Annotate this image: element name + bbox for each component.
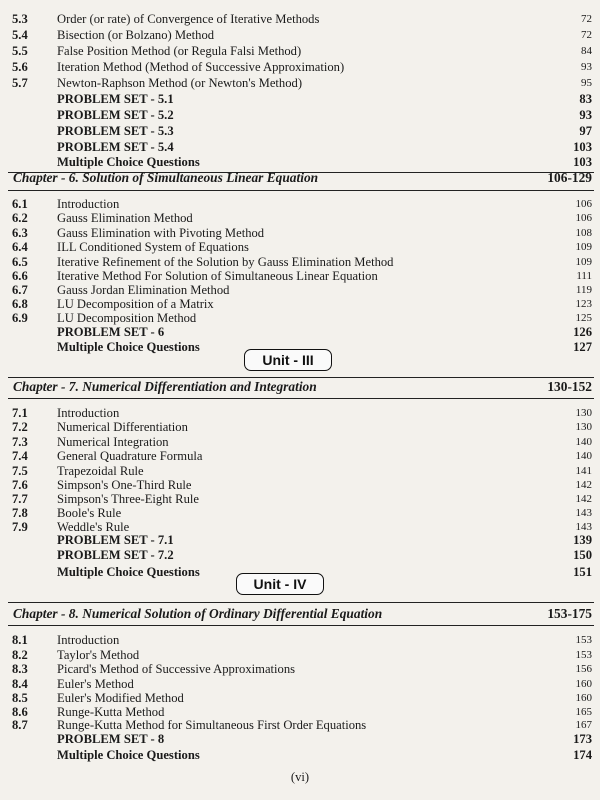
section-number: 8.3 (12, 662, 28, 676)
section-title: Gauss Jordan Elimination Method (57, 283, 230, 297)
toc-entry-7-6 (0, 478, 600, 493)
toc-entry-5-3 (0, 12, 600, 27)
toc-entry-6-2 (0, 211, 600, 226)
page-number: 108 (575, 227, 592, 239)
toc-entry-problem-set-5-2 (0, 108, 600, 123)
section-number: 7.6 (12, 478, 28, 492)
section-title: Introduction (57, 406, 120, 420)
section-title: Trapezoidal Rule (57, 464, 144, 478)
toc-entry-7-1 (0, 406, 600, 421)
toc-entry-problem-set-5-1 (0, 92, 600, 107)
section-title: Multiple Choice Questions (57, 565, 200, 579)
section-title: Euler's Method (57, 677, 134, 691)
page-number: 153 (575, 649, 592, 661)
section-title: Numerical Differentiation (57, 420, 188, 434)
page-number: 125 (575, 312, 592, 324)
toc-entry-8-5 (0, 691, 600, 706)
section-number: 5.3 (12, 12, 28, 26)
toc-entry-6-9 (0, 311, 600, 326)
section-title: Multiple Choice Questions (57, 155, 200, 169)
page-number: 173 (573, 732, 592, 746)
section-title: Multiple Choice Questions (57, 748, 200, 762)
chapter-7-heading (0, 378, 600, 396)
section-title: Euler's Modified Method (57, 691, 184, 705)
section-title: Iteration Method (Method of Successive Approximation) (57, 60, 345, 74)
page-number: 130 (575, 407, 592, 419)
section-number: 6.9 (12, 311, 28, 325)
section-number: 6.7 (12, 283, 28, 297)
divider (8, 190, 594, 191)
section-title: Iterative Method For Solution of Simultaneous Linear Equation (57, 269, 378, 283)
page-number: 151 (573, 565, 592, 579)
section-number: 6.1 (12, 197, 28, 211)
section-number: 7.4 (12, 449, 28, 463)
toc-entry-problem-set-5-4 (0, 140, 600, 155)
section-title: Order (or rate) of Convergence of Iterative Methods (57, 12, 320, 26)
page-number: 106 (575, 212, 592, 224)
page-number: 160 (575, 692, 592, 704)
section-number: 8.2 (12, 648, 28, 662)
section-title: Numerical Integration (57, 435, 169, 449)
divider (8, 398, 594, 399)
page-number: 130 (575, 421, 592, 433)
section-number: 7.9 (12, 520, 28, 534)
toc-entry-5-6 (0, 60, 600, 75)
section-number: 6.5 (12, 255, 28, 269)
section-title: General Quadrature Formula (57, 449, 203, 463)
page-number: 93 (579, 108, 592, 122)
page-number: 165 (575, 706, 592, 718)
toc-entry-7-7 (0, 492, 600, 507)
toc-entry-6-8 (0, 297, 600, 312)
section-number: 6.2 (12, 211, 28, 225)
section-title: Bisection (or Bolzano) Method (57, 28, 215, 42)
section-number: 8.4 (12, 677, 28, 691)
toc-entry-6-4 (0, 240, 600, 255)
page-number: 141 (575, 465, 592, 477)
toc-entry-5-4 (0, 28, 600, 43)
section-title: PROBLEM SET - 5.1 (57, 92, 174, 106)
section-title: LU Decomposition of a Matrix (57, 297, 214, 311)
unit-4-badge: Unit - IV (236, 573, 324, 595)
chapter-page-range: 106-129 (547, 170, 592, 185)
section-title: PROBLEM SET - 5.3 (57, 124, 174, 138)
chapter-title: Chapter - 6. Solution of Simultaneous Linear Equation (13, 170, 319, 185)
page-number: 72 (581, 13, 592, 25)
section-title: LU Decomposition Method (57, 311, 197, 325)
toc-entry-8-3 (0, 662, 600, 677)
page-number: 103 (573, 155, 592, 169)
toc-entry-6-3 (0, 226, 600, 241)
page-number: 127 (573, 340, 592, 354)
chapter-title: Chapter - 7. Numerical Differentiation and Integration (13, 379, 317, 394)
page-number: 143 (575, 507, 592, 519)
section-title: PROBLEM SET - 8 (57, 732, 165, 746)
section-number: 6.3 (12, 226, 28, 240)
divider (8, 602, 594, 603)
page-number: 126 (573, 325, 592, 339)
section-title: PROBLEM SET - 6 (57, 325, 165, 339)
page-number: 150 (573, 548, 592, 562)
chapter-8-heading (0, 605, 600, 623)
section-title: Gauss Elimination Method (57, 211, 193, 225)
toc-entry-problem-set-8 (0, 732, 600, 747)
page-number: 153 (575, 634, 592, 646)
section-title: Weddle's Rule (57, 520, 130, 534)
toc-entry-8-4 (0, 677, 600, 692)
section-title: Taylor's Method (57, 648, 140, 662)
toc-entry-8-7 (0, 718, 600, 733)
page-number: 109 (575, 256, 592, 268)
page-number: 93 (581, 61, 592, 73)
page-number: 97 (579, 124, 592, 138)
page-number: 106 (575, 198, 592, 210)
page-number: 160 (575, 678, 592, 690)
section-number: 7.3 (12, 435, 28, 449)
section-title: Picard's Method of Successive Approximations (57, 662, 296, 676)
section-number: 7.5 (12, 464, 28, 478)
section-number: 5.5 (12, 44, 28, 58)
page-number: 95 (581, 77, 592, 89)
section-number: 6.4 (12, 240, 28, 254)
toc-entry-6-5 (0, 255, 600, 270)
chapter-6-heading (0, 169, 600, 187)
section-title: Iterative Refinement of the Solution by Gauss Elimination Method (57, 255, 394, 269)
toc-entry-6-1 (0, 197, 600, 212)
section-title: PROBLEM SET - 7.2 (57, 548, 174, 562)
page-number: 109 (575, 241, 592, 253)
toc-entry-mcq-5 (0, 155, 600, 170)
section-number: 5.7 (12, 76, 28, 90)
section-number: 5.6 (12, 60, 28, 74)
section-title: PROBLEM SET - 7.1 (57, 533, 174, 547)
toc-entry-7-3 (0, 435, 600, 450)
toc-entry-6-7 (0, 283, 600, 298)
toc-entry-7-4 (0, 449, 600, 464)
section-number: 7.2 (12, 420, 28, 434)
chapter-page-range: 153-175 (547, 606, 592, 621)
page-number: 167 (575, 719, 592, 731)
page-number: 140 (575, 450, 592, 462)
page-number: 72 (581, 29, 592, 41)
section-number: 8.1 (12, 633, 28, 647)
section-title: PROBLEM SET - 5.4 (57, 140, 174, 154)
toc-entry-8-1 (0, 633, 600, 648)
section-title: Runge-Kutta Method for Simultaneous First Order Equations (57, 718, 367, 732)
page-number: 174 (573, 748, 592, 762)
section-title: Gauss Elimination with Pivoting Method (57, 226, 265, 240)
chapter-title: Chapter - 8. Numerical Solution of Ordinary Differential Equation (13, 606, 383, 621)
toc-entry-5-5 (0, 44, 600, 59)
page-number: 83 (579, 92, 592, 106)
page-number: 143 (575, 521, 592, 533)
chapter-page-range: 130-152 (547, 379, 592, 394)
section-number: 5.4 (12, 28, 28, 42)
toc-entry-problem-set-5-3 (0, 124, 600, 139)
page-number: 156 (575, 663, 592, 675)
divider (8, 625, 594, 626)
page-number: 84 (581, 45, 592, 57)
toc-entry-7-5 (0, 464, 600, 479)
section-number: 8.5 (12, 691, 28, 705)
toc-entry-5-7 (0, 76, 600, 91)
section-title: PROBLEM SET - 5.2 (57, 108, 174, 122)
toc-entry-problem-set-7-2 (0, 548, 600, 563)
toc-entry-mcq-8 (0, 748, 600, 763)
toc-entry-problem-set-7-1 (0, 533, 600, 548)
section-title: Simpson's One-Third Rule (57, 478, 192, 492)
section-title: Simpson's Three-Eight Rule (57, 492, 199, 506)
toc-entry-problem-set-6 (0, 325, 600, 340)
toc-entry-7-8 (0, 506, 600, 521)
unit-3-badge: Unit - III (244, 349, 332, 371)
page-number: 123 (575, 298, 592, 310)
section-title: Introduction (57, 197, 120, 211)
page-number: 103 (573, 140, 592, 154)
section-title: Runge-Kutta Method (57, 705, 165, 719)
section-title: ILL Conditioned System of Equations (57, 240, 249, 254)
section-title: Introduction (57, 633, 120, 647)
section-number: 7.8 (12, 506, 28, 520)
section-title: Newton-Raphson Method (or Newton's Method) (57, 76, 303, 90)
page-number: 111 (576, 270, 592, 282)
section-title: False Position Method (or Regula Falsi Method) (57, 44, 302, 58)
toc-entry-8-2 (0, 648, 600, 663)
section-number: 7.7 (12, 492, 28, 506)
page-number: 142 (575, 493, 592, 505)
section-title: Multiple Choice Questions (57, 340, 200, 354)
section-number: 7.1 (12, 406, 28, 420)
toc-entry-7-2 (0, 420, 600, 435)
section-title: Boole's Rule (57, 506, 122, 520)
page-footer-number: (vi) (290, 770, 310, 784)
section-number: 8.7 (12, 718, 28, 732)
page-number: 140 (575, 436, 592, 448)
section-number: 8.6 (12, 705, 28, 719)
toc-entry-6-6 (0, 269, 600, 284)
section-number: 6.6 (12, 269, 28, 283)
page-number: 119 (575, 284, 592, 296)
page-number: 139 (573, 533, 592, 547)
section-number: 6.8 (12, 297, 28, 311)
page-number: 142 (575, 479, 592, 491)
